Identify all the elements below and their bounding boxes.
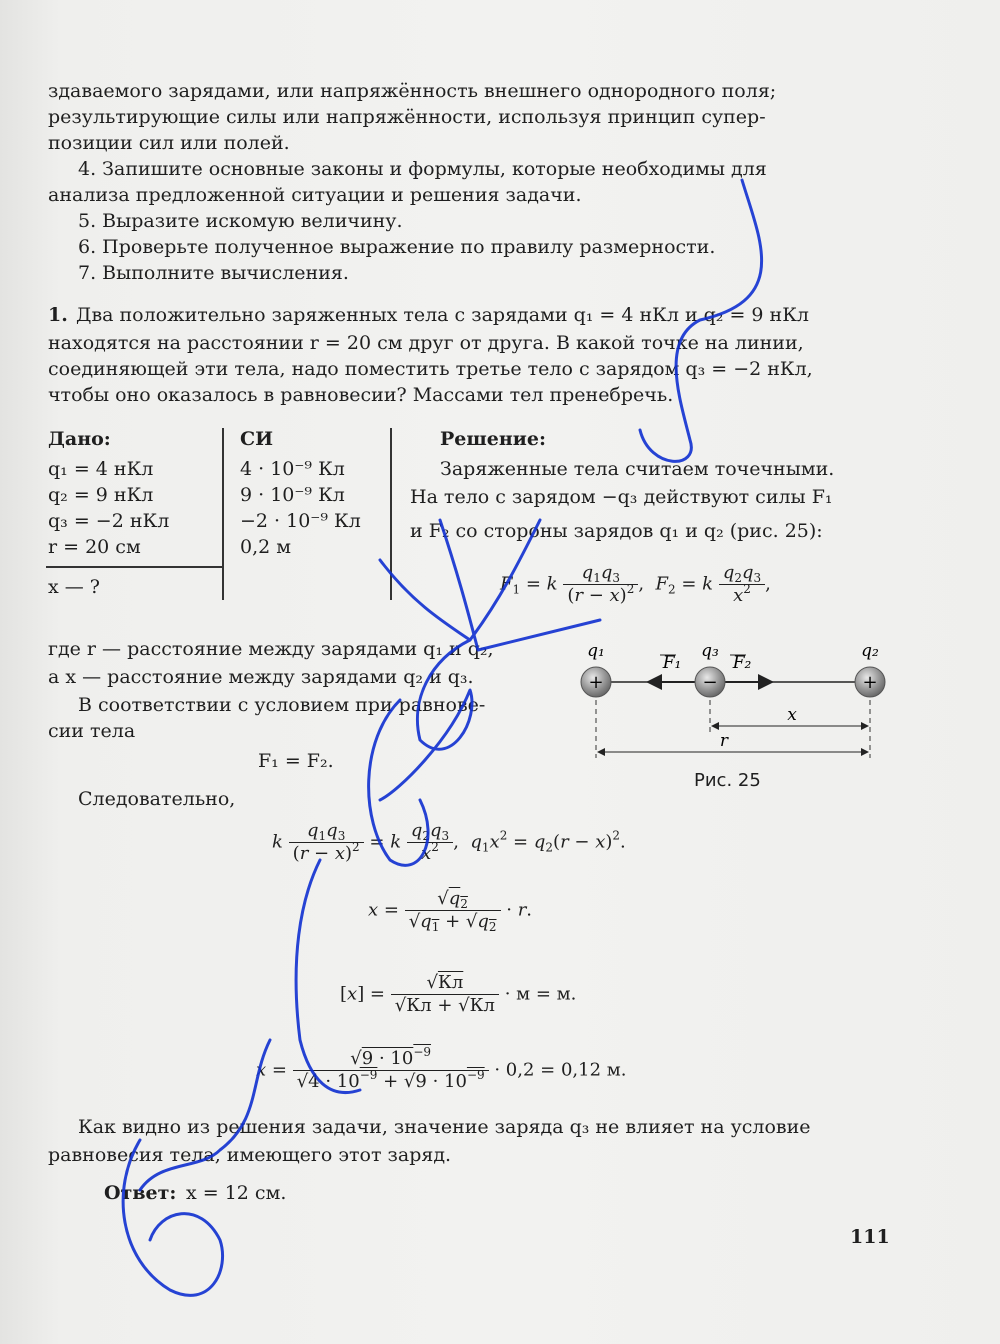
si-row-2: 9 · 10⁻⁹ Кл — [240, 484, 345, 506]
given-row-3: q₃ = −2 нКл — [48, 510, 170, 532]
pen-stroke-6 — [296, 860, 360, 1093]
step-7: 7. Выполните вычисления. — [78, 262, 349, 284]
problem-line-4: чтобы оно оказалось в равновесии? Массами тел пренебречь. — [48, 384, 674, 406]
x-label: x — [787, 705, 797, 725]
conclusion-line-1: Как видно из решения задачи, значение заряда q₃ не влияет на условие — [78, 1116, 811, 1138]
si-row-4: 0,2 м — [240, 536, 292, 558]
therefore: Следовательно, — [78, 788, 236, 810]
answer-label: Ответ: — [104, 1182, 177, 1204]
formula-units: [x] = $\frac{√Кл}{√Кл + √Кл}$ · м = м. — [340, 972, 577, 1016]
given-row-2: q₂ = 9 нКл — [48, 484, 154, 506]
pen-stroke-3 — [440, 520, 600, 650]
solution-p3: и F₂ со стороны зарядов q₁ и q₂ (рис. 25): — [410, 520, 823, 542]
r-label: r — [719, 731, 729, 751]
figure-caption: Рис. 25 — [694, 770, 761, 791]
intro-line-1: здаваемого зарядами, или напряжённость внешнего однородного поля; — [48, 80, 777, 102]
formula-numeric: x = $\frac{√9 \cdot 10^{-9}}{√4 \cdot 10^{-9} + √9 \cdot 10^{-9}}$ · 0,2 = 0,12 м. — [256, 1045, 627, 1092]
pen-stroke-4 — [380, 640, 472, 800]
where-line-1: где r — расстояние между зарядами q₁ и q₂, — [48, 638, 494, 660]
given-row-1: q₁ = 4 нКл — [48, 458, 154, 480]
si-heading: СИ — [240, 428, 274, 450]
conclusion-line-2: равновесия тела, имеющего этот заряд. — [48, 1144, 452, 1166]
step-5: 5. Выразите искомую величину. — [78, 210, 403, 232]
formula-forces: $F_1 = k$ $\frac{q_1q_3}{(r - x)^2}$ , $F_2 = k$ $\frac{q_2q_3}{x^2}$ , — [500, 562, 771, 606]
formula-equilibrium: k $\frac{q_1q_3}{(r - x)^2}$ = k $\frac{q_2q_3}{x^2}$ , $q_1x^2 = q_2(r - x)^2$. — [272, 820, 626, 864]
solution-p1: Заряженные тела считаем точечными. — [440, 458, 835, 480]
given-heading: Дано: — [48, 428, 111, 450]
step-6: 6. Проверьте полученное выражение по правилу размерности. — [78, 236, 716, 258]
q3-sign: − — [702, 672, 718, 693]
pen-stroke-5 — [369, 700, 428, 865]
pen-stroke-1 — [640, 180, 762, 461]
given-row-4: r = 20 см — [48, 536, 141, 558]
page-number: 111 — [850, 1226, 890, 1248]
where-line-2: а x — расстояние между зарядами q₂ и q₃. — [48, 666, 474, 688]
problem-line-1: Два положительно заряженных тела с зарядами q₁ = 4 нКл и q₂ = 9 нКл — [76, 304, 809, 326]
answer-value: x = 12 см. — [186, 1182, 287, 1204]
problem-number: 1. — [48, 304, 68, 326]
si-row-1: 4 · 10⁻⁹ Кл — [240, 458, 345, 480]
equal-forces: F₁ = F₂. — [258, 750, 334, 772]
solution-p2: На тело с зарядом −q₃ действуют силы F₁ — [410, 486, 833, 508]
intro-line-3: позиции сил или полей. — [48, 132, 290, 154]
formula-x: x = $\frac{√q_2}{√q_1 + √q_2}$ · r. — [368, 888, 533, 934]
step-4a: 4. Запишите основные законы и формулы, которые необходимы для — [78, 158, 767, 180]
q2-sign: + — [862, 672, 878, 693]
f1-label: F₁ — [662, 653, 682, 673]
q1-label: q₁ — [587, 641, 605, 661]
f2-label: F₂ — [732, 653, 752, 673]
problem-line-2: находятся на расстоянии r = 20 см друг от друга. В какой точке на линии, — [48, 332, 804, 354]
solution-heading: Решение: — [440, 428, 546, 450]
step-4b: анализа предложенной ситуации и решения задачи. — [48, 184, 582, 206]
q3-label: q₃ — [701, 641, 719, 661]
si-row-3: −2 · 10⁻⁹ Кл — [240, 510, 361, 532]
condition-line-2: сии тела — [48, 720, 136, 742]
problem-line-3: соединяющей эти тела, надо поместить третье тело с зарядом q₃ = −2 нКл, — [48, 358, 813, 380]
q2-label: q₂ — [861, 641, 879, 661]
given-find: x — ? — [48, 576, 100, 598]
intro-line-2: результирующие силы или напряжённости, используя принцип супер- — [48, 106, 766, 128]
q1-sign: + — [588, 672, 604, 693]
condition-line-1: В соответствии с условием при равнове- — [78, 694, 486, 716]
pen-stroke-7 — [140, 1040, 270, 1190]
pen-stroke-8 — [123, 1140, 222, 1295]
